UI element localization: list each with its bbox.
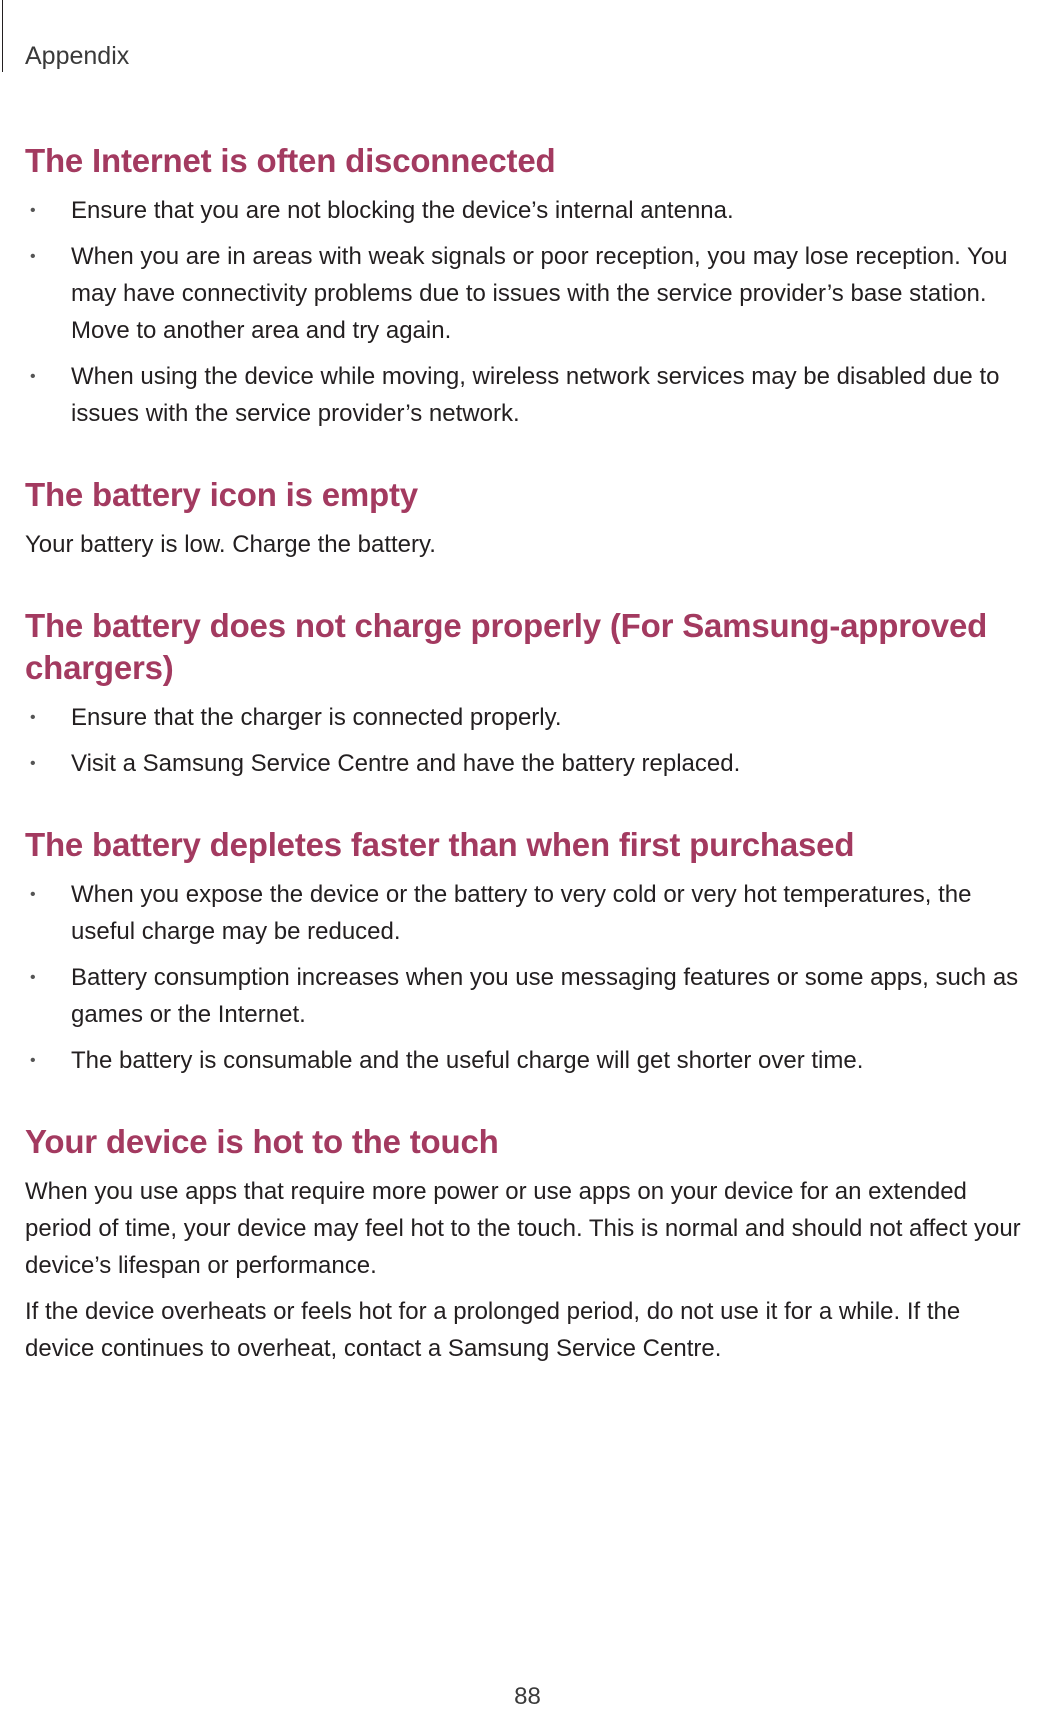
list-item-text: Battery consumption increases when you use messaging features or some apps, such as games or the Internet. — [71, 964, 1019, 1028]
list-item — [25, 192, 1035, 229]
bullet-list — [25, 192, 1035, 432]
section-title: The battery depletes faster than when first purchased — [25, 826, 855, 863]
body-paragraph: When you use apps that require more power or use apps on your device for an extended period of time, your device may feel hot to the touch. This is normal and should not affect your device’s lifespan or performance. — [25, 1178, 1021, 1279]
list-item — [25, 745, 1035, 782]
list-item — [25, 358, 1035, 432]
body-paragraph: Your battery is low. Charge the battery. — [25, 531, 436, 558]
list-item — [25, 238, 1035, 349]
list-item-text: When you expose the device or the battery to very cold or very hot temperatures, the useful charge may be reduced. — [71, 881, 972, 945]
section-battery-icon-empty — [25, 474, 1035, 563]
bullet-list — [25, 699, 1035, 782]
section-title: The battery does not charge properly (For Samsung-approved chargers) — [25, 607, 988, 686]
section-title: The battery icon is empty — [25, 476, 418, 513]
running-header: Appendix — [25, 42, 130, 70]
page-number: 88 — [514, 1683, 541, 1710]
list-item-text: When you are in areas with weak signals or poor reception, you may lose reception. You may have connectivity problems due to issues with the service provider’s base station. Move to another area and try again. — [71, 243, 1008, 344]
list-item-text: Ensure that you are not blocking the device’s internal antenna. — [71, 197, 734, 224]
page-content — [25, 140, 1035, 1409]
list-item — [25, 699, 1035, 736]
list-item-text: Visit a Samsung Service Centre and have the battery replaced. — [71, 750, 741, 777]
section-device-hot — [25, 1121, 1035, 1367]
section-battery-depletes-faster — [25, 824, 1035, 1079]
bullet-icon: • — [30, 248, 36, 265]
bullet-list — [25, 876, 1035, 1079]
bullet-icon: • — [30, 1052, 36, 1069]
bullet-icon: • — [30, 709, 36, 726]
list-item — [25, 959, 1035, 1033]
list-item-text: The battery is consumable and the useful charge will get shorter over time. — [71, 1047, 864, 1074]
section-title: The Internet is often disconnected — [25, 142, 556, 179]
section-title: Your device is hot to the touch — [25, 1123, 499, 1160]
bullet-icon: • — [30, 969, 36, 986]
bullet-icon: • — [30, 886, 36, 903]
bullet-icon: • — [30, 755, 36, 772]
section-battery-not-charging — [25, 605, 1035, 782]
bullet-icon: • — [30, 202, 36, 219]
page-corner-rule — [2, 0, 3, 72]
body-paragraph: If the device overheats or feels hot for a prolonged period, do not use it for a while. If the device continues to overheat, contact a Samsung Service Centre. — [25, 1298, 961, 1362]
bullet-icon: • — [30, 368, 36, 385]
list-item — [25, 1042, 1035, 1079]
list-item-text: Ensure that the charger is connected properly. — [71, 704, 562, 731]
list-item — [25, 876, 1035, 950]
list-item-text: When using the device while moving, wireless network services may be disabled due to issues with the service provider’s network. — [71, 363, 1000, 427]
section-internet-disconnected — [25, 140, 1035, 432]
